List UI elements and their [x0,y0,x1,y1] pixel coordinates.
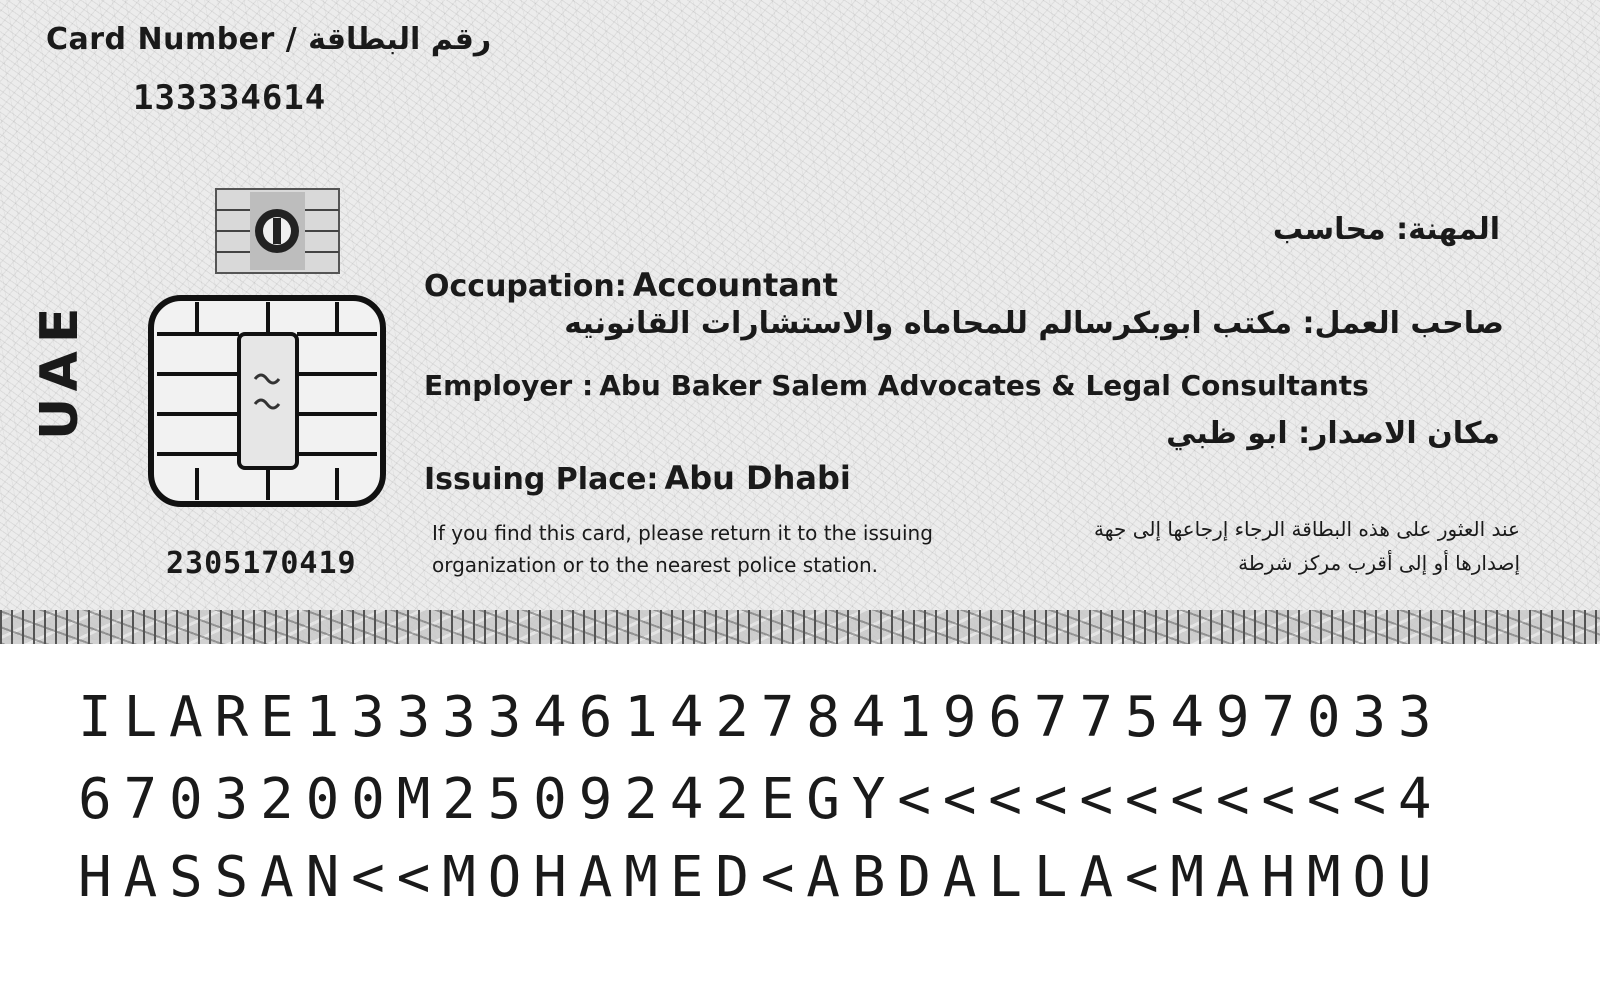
issuing-place-label: Issuing Place: [424,462,659,497]
employer-value: Abu Baker Salem Advocates & Legal Consultants [599,369,1369,402]
contactless-chip-icon [215,188,340,274]
occupation-field [424,266,838,304]
issuing-place-arabic: مكان الاصدار: ابو ظبي [1166,416,1500,451]
issuing-place-value: Abu Dhabi [664,459,851,497]
occupation-arabic: المهنة: محاسب [1272,212,1500,247]
issuing-place-field [424,459,851,497]
card-number-label: Card Number / رقم البطاقة [46,22,492,57]
occupation-label: Occupation: [424,269,627,304]
return-notice-arabic [960,512,1520,580]
country-code: UAE [30,299,90,440]
smart-chip-icon [147,294,387,508]
notice-en-line-1: If you find this card, please return it to the issuing [432,521,933,545]
notice-ar-line-2: إصدارها أو إلى أقرب مركز شرطة [1238,551,1520,575]
employer-arabic: صاحب العمل: مكتب ابوبكرسالم للمحاماه والاستشارات القانونيه [564,306,1504,341]
notice-ar-line-1: عند العثور على هذه البطاقة الرجاء إرجاعها إلى جهة [1094,517,1520,541]
employer-field [424,369,1369,402]
return-notice-english [432,517,972,581]
occupation-value: Accountant [632,266,838,304]
card-number: 133334614 [133,78,327,118]
guilloche-band [0,610,1600,644]
mrz-line-2: 6703200M2509242EGY<<<<<<<<<<<4 [78,767,1444,832]
employer-label: Employer : [424,369,594,402]
mrz-line-1: ILARE133334614278419677549703З [78,685,1444,750]
mrz-line-3: HASSAN<<MOHAMED<ABDALLA<MAHMOU [78,845,1444,910]
notice-en-line-2: organization or to the nearest police station. [432,553,878,577]
card-serial-number: 2305170419 [166,546,357,581]
